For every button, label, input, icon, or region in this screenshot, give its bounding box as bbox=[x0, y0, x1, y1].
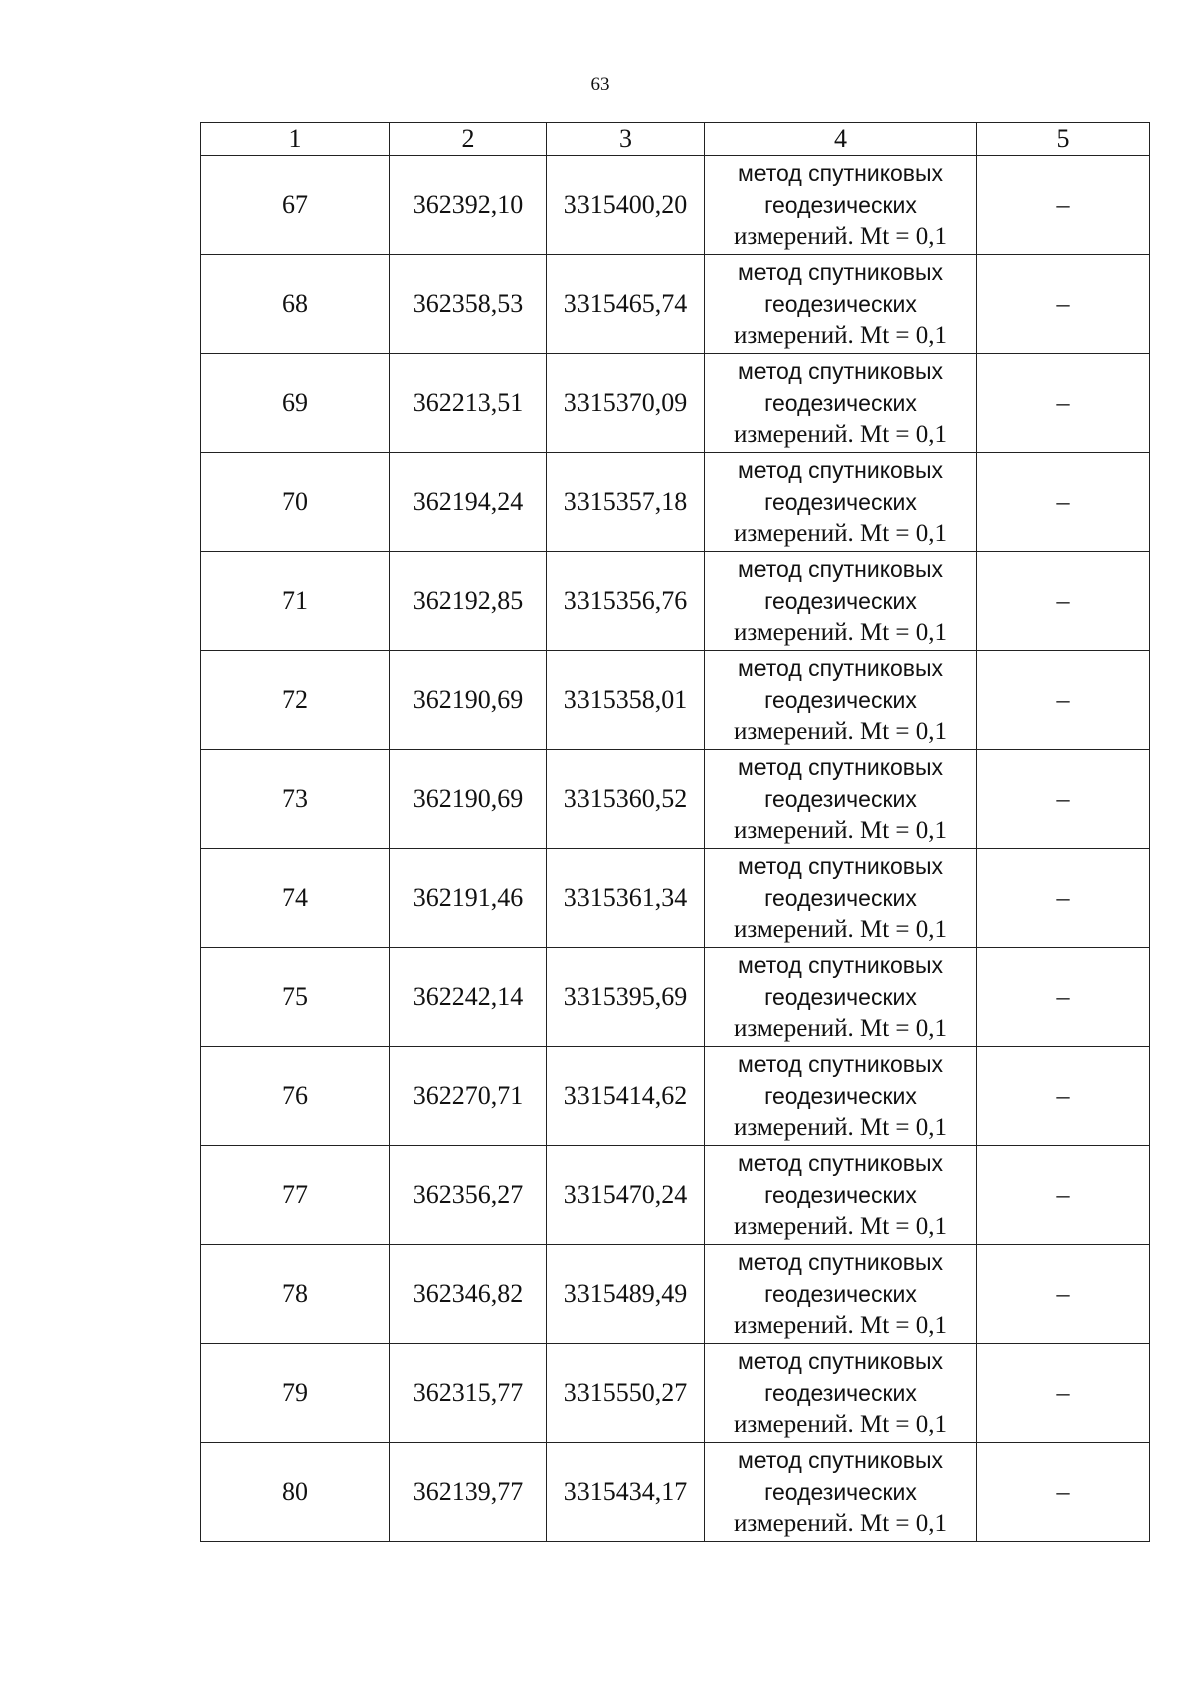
table-row bbox=[201, 453, 1150, 552]
method-text-line: геодезических bbox=[764, 786, 917, 812]
method-text-line: метод спутниковых bbox=[737, 952, 944, 978]
table-body bbox=[201, 156, 1150, 1542]
x-coordinate-cell: 362270,71 bbox=[390, 1047, 547, 1146]
table-row bbox=[201, 354, 1150, 453]
point-number-cell: 76 bbox=[201, 1047, 390, 1146]
x-coordinate-cell: 362242,14 bbox=[390, 948, 547, 1047]
y-coordinate-cell: 3315414,62 bbox=[547, 1047, 705, 1146]
table-row bbox=[201, 156, 1150, 255]
table-row bbox=[201, 1146, 1150, 1245]
x-coordinate-cell: 362194,24 bbox=[390, 453, 547, 552]
method-text-line: измерений. Mt = 0,1 bbox=[733, 1213, 948, 1240]
point-number-cell: 71 bbox=[201, 552, 390, 651]
method-text-line: метод спутниковых bbox=[737, 853, 944, 879]
method-text-line: измерений. Mt = 0,1 bbox=[733, 619, 948, 646]
y-coordinate-cell: 3315550,27 bbox=[547, 1344, 705, 1443]
method-cell bbox=[705, 552, 977, 651]
method-text-line: измерений. Mt = 0,1 bbox=[733, 916, 948, 943]
method-text-line: метод спутниковых bbox=[737, 1348, 944, 1374]
note-cell: – bbox=[977, 948, 1150, 1047]
method-text-line: геодезических bbox=[764, 291, 917, 317]
point-number-cell: 70 bbox=[201, 453, 390, 552]
method-text-line: геодезических bbox=[764, 1083, 917, 1109]
note-cell: – bbox=[977, 1443, 1150, 1542]
method-cell bbox=[705, 255, 977, 354]
y-coordinate-cell: 3315360,52 bbox=[547, 750, 705, 849]
point-number-cell: 78 bbox=[201, 1245, 390, 1344]
table-row bbox=[201, 849, 1150, 948]
method-text-line: измерений. Mt = 0,1 bbox=[733, 520, 948, 547]
method-text-line: геодезических bbox=[764, 390, 917, 416]
point-number-cell: 74 bbox=[201, 849, 390, 948]
method-cell bbox=[705, 1146, 977, 1245]
note-cell: – bbox=[977, 255, 1150, 354]
table-row bbox=[201, 552, 1150, 651]
point-number-cell: 79 bbox=[201, 1344, 390, 1443]
x-coordinate-cell: 362190,69 bbox=[390, 750, 547, 849]
x-coordinate-cell: 362346,82 bbox=[390, 1245, 547, 1344]
method-text-line: метод спутниковых bbox=[737, 655, 944, 681]
header-row bbox=[201, 123, 1150, 156]
table-row bbox=[201, 1245, 1150, 1344]
method-text-line: геодезических bbox=[764, 984, 917, 1010]
note-cell: – bbox=[977, 354, 1150, 453]
method-text-line: геодезических bbox=[764, 687, 917, 713]
coordinates-table bbox=[200, 122, 1150, 1542]
note-cell: – bbox=[977, 1047, 1150, 1146]
y-coordinate-cell: 3315357,18 bbox=[547, 453, 705, 552]
x-coordinate-cell: 362191,46 bbox=[390, 849, 547, 948]
table-row bbox=[201, 1344, 1150, 1443]
note-cell: – bbox=[977, 552, 1150, 651]
note-cell: – bbox=[977, 750, 1150, 849]
method-cell bbox=[705, 1344, 977, 1443]
x-coordinate-cell: 362392,10 bbox=[390, 156, 547, 255]
column-header-4: 4 bbox=[705, 123, 977, 156]
method-text-line: геодезических bbox=[764, 1281, 917, 1307]
table-row bbox=[201, 255, 1150, 354]
method-text-line: геодезических bbox=[764, 489, 917, 515]
note-cell: – bbox=[977, 453, 1150, 552]
table-row bbox=[201, 1443, 1150, 1542]
method-cell bbox=[705, 354, 977, 453]
y-coordinate-cell: 3315489,49 bbox=[547, 1245, 705, 1344]
y-coordinate-cell: 3315434,17 bbox=[547, 1443, 705, 1542]
note-cell: – bbox=[977, 1344, 1150, 1443]
method-cell bbox=[705, 1047, 977, 1146]
method-cell bbox=[705, 750, 977, 849]
x-coordinate-cell: 362315,77 bbox=[390, 1344, 547, 1443]
point-number-cell: 69 bbox=[201, 354, 390, 453]
x-coordinate-cell: 362356,27 bbox=[390, 1146, 547, 1245]
method-text-line: метод спутниковых bbox=[737, 754, 944, 780]
method-text-line: измерений. Mt = 0,1 bbox=[733, 223, 948, 250]
method-text-line: измерений. Mt = 0,1 bbox=[733, 322, 948, 349]
method-text-line: метод спутниковых bbox=[737, 457, 944, 483]
y-coordinate-cell: 3315465,74 bbox=[547, 255, 705, 354]
method-text-line: геодезических bbox=[764, 192, 917, 218]
method-text-line: метод спутниковых bbox=[737, 358, 944, 384]
y-coordinate-cell: 3315361,34 bbox=[547, 849, 705, 948]
method-text-line: метод спутниковых bbox=[737, 1051, 944, 1077]
page-number: 63 bbox=[590, 74, 610, 95]
method-cell bbox=[705, 1443, 977, 1542]
method-text-line: измерений. Mt = 0,1 bbox=[733, 421, 948, 448]
method-cell bbox=[705, 1245, 977, 1344]
method-cell bbox=[705, 453, 977, 552]
x-coordinate-cell: 362192,85 bbox=[390, 552, 547, 651]
table-row bbox=[201, 750, 1150, 849]
method-text-line: геодезических bbox=[764, 885, 917, 911]
method-cell bbox=[705, 849, 977, 948]
method-text-line: геодезических bbox=[764, 1182, 917, 1208]
method-text-line: измерений. Mt = 0,1 bbox=[733, 1015, 948, 1042]
note-cell: – bbox=[977, 651, 1150, 750]
method-cell bbox=[705, 948, 977, 1047]
column-header-1: 1 bbox=[201, 123, 390, 156]
method-text-line: геодезических bbox=[764, 588, 917, 614]
method-text-line: метод спутниковых bbox=[737, 1447, 944, 1473]
table-row bbox=[201, 1047, 1150, 1146]
table-row bbox=[201, 651, 1150, 750]
x-coordinate-cell: 362213,51 bbox=[390, 354, 547, 453]
method-text-line: измерений. Mt = 0,1 bbox=[733, 718, 948, 745]
y-coordinate-cell: 3315358,01 bbox=[547, 651, 705, 750]
method-text-line: метод спутниковых bbox=[737, 1249, 944, 1275]
x-coordinate-cell: 362139,77 bbox=[390, 1443, 547, 1542]
note-cell: – bbox=[977, 1146, 1150, 1245]
y-coordinate-cell: 3315395,69 bbox=[547, 948, 705, 1047]
method-text-line: геодезических bbox=[764, 1380, 917, 1406]
method-text-line: измерений. Mt = 0,1 bbox=[733, 817, 948, 844]
y-coordinate-cell: 3315400,20 bbox=[547, 156, 705, 255]
method-text-line: измерений. Mt = 0,1 bbox=[733, 1510, 948, 1537]
point-number-cell: 73 bbox=[201, 750, 390, 849]
method-text-line: метод спутниковых bbox=[737, 556, 944, 582]
point-number-cell: 75 bbox=[201, 948, 390, 1047]
table-row bbox=[201, 948, 1150, 1047]
method-text-line: метод спутниковых bbox=[737, 160, 944, 186]
point-number-cell: 72 bbox=[201, 651, 390, 750]
x-coordinate-cell: 362190,69 bbox=[390, 651, 547, 750]
y-coordinate-cell: 3315370,09 bbox=[547, 354, 705, 453]
point-number-cell: 77 bbox=[201, 1146, 390, 1245]
column-header-3: 3 bbox=[547, 123, 705, 156]
note-cell: – bbox=[977, 156, 1150, 255]
column-header-2: 2 bbox=[390, 123, 547, 156]
note-cell: – bbox=[977, 1245, 1150, 1344]
note-cell: – bbox=[977, 849, 1150, 948]
method-text-line: метод спутниковых bbox=[737, 259, 944, 285]
point-number-cell: 80 bbox=[201, 1443, 390, 1542]
method-cell bbox=[705, 156, 977, 255]
method-text-line: метод спутниковых bbox=[737, 1150, 944, 1176]
point-number-cell: 68 bbox=[201, 255, 390, 354]
method-text-line: измерений. Mt = 0,1 bbox=[733, 1114, 948, 1141]
column-header-5: 5 bbox=[977, 123, 1150, 156]
method-text-line: измерений. Mt = 0,1 bbox=[733, 1312, 948, 1339]
y-coordinate-cell: 3315470,24 bbox=[547, 1146, 705, 1245]
point-number-cell: 67 bbox=[201, 156, 390, 255]
method-text-line: геодезических bbox=[764, 1479, 917, 1505]
method-cell bbox=[705, 651, 977, 750]
x-coordinate-cell: 362358,53 bbox=[390, 255, 547, 354]
y-coordinate-cell: 3315356,76 bbox=[547, 552, 705, 651]
method-text-line: измерений. Mt = 0,1 bbox=[733, 1411, 948, 1438]
